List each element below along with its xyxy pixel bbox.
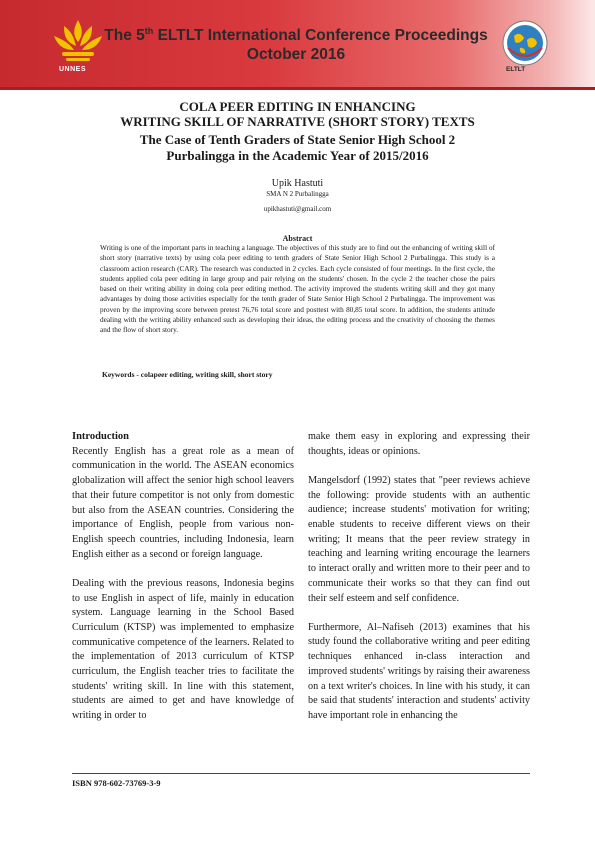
paper-subtitle-line: Purbalingga in the Academic Year of 2015/2016 (166, 148, 429, 163)
conference-title: The 5th ELTLT International Conference Proceedings (104, 25, 488, 44)
isbn-footer: ISBN 978-602-73769-3-9 (72, 778, 161, 788)
paragraph: make them easy in exploring and expressing their thoughts, ideas or opinions. (308, 431, 530, 457)
unnes-logo-text: UNNES (59, 66, 87, 73)
paragraph: Furthermore, Al–Nafiseh (2013) examines that his study found the collaborative writing and peer editing techniques enhanced in-class interaction and improved students' writings by raising their awareness on a text writer's choices. In line with his study, it can be said that students' interaction and students' activity have important role in enhancing the (308, 621, 530, 721)
footer-divider (72, 773, 530, 774)
conference-banner (0, 0, 595, 90)
eltlt-logo-text: ELTLT (506, 66, 526, 73)
paper-title-line: WRITING SKILL OF NARRATIVE (SHORT STORY) TEXTS (120, 114, 475, 129)
abstract-text: Writing is one of the important parts in teaching a language. The objectives of this study are to find out the enhancing of writing skill of short story (narrative texts) by using cola peer editing to tenth graders of State Senior High School 2 Purbalingga. This study is a classroom action research (CAR). The research was conducted in 2 cycles. Each cycle consisted of four meetings. In the first cycle, the students applied cola peer editing in large group and pair relying on the students' chosen. In the cycle 2 the teacher chose the pairs based on their writing ability in doing cola peer editing method. The activity improved the students writing skill and they got many advantages by doing those activities especially for the tenth grader of State Senior High School 2 Purbalingga. The improvement was proven by the improving score between pretest 76,76 total score and posttest with 80,85 total score. In addition, the students attitude dealing with the writing ability enhanced such as developing their ideas, the editing process and the creativity of choosing the themes and the flow of short story. (100, 244, 495, 335)
conference-date: October 2016 (246, 46, 346, 63)
introduction-heading: Introduction (72, 431, 129, 442)
paragraph: Mangelsdorf (1992) states that "peer reviews achieve the following: provide students with an authentic audience; increase students' motivation for writing; enable students to receive different views on their writing; It means that the peer review strategy in teaching and learning writing encourage the learners to interact orally and written more to their peer and to communicate their works so that they can find out their self esteem and self confidence. (308, 474, 530, 604)
paragraph: Dealing with the previous reasons, Indonesia begins to use English in aspect of life, mainly in education system. Language learning in the School Based Curriculum (KTSP) was implemented to emphasize communicative competence of the learners. Related to the implementation of 2013 curriculum of KTSP curriculum, the English teacher tries to facilitate the students' writing skill. In line with this statement, students are aimed to get and have knowledge of writing in order to (72, 577, 294, 722)
author-affiliation: SMA N 2 Purbalingga (266, 190, 329, 198)
eltlt-globe-icon (500, 18, 550, 68)
left-column (72, 430, 294, 738)
paper-subtitle-line: The Case of Tenth Graders of State Senior High School 2 (139, 132, 456, 147)
author-name: Upik Hastuti (271, 178, 324, 189)
paragraph: Recently English has a great role as a mean of communication in the world. The ASEAN economics globalization will affect the senior high school leavers that their future competitor is not only from domestic but also from the ASEAN countries. Considering the importance of English, people from various non-English speech countries, including Indonesia, learn English either as a second or foreign language. (72, 445, 294, 560)
keywords: Keywords - colapeer editing, writing skill, short story (102, 370, 273, 379)
abstract-heading: Abstract (282, 234, 313, 243)
author-email: upikhastuti@gmail.com (263, 205, 332, 213)
right-column (308, 430, 530, 738)
paper-title-line: COLA PEER EDITING IN ENHANCING (179, 99, 416, 114)
